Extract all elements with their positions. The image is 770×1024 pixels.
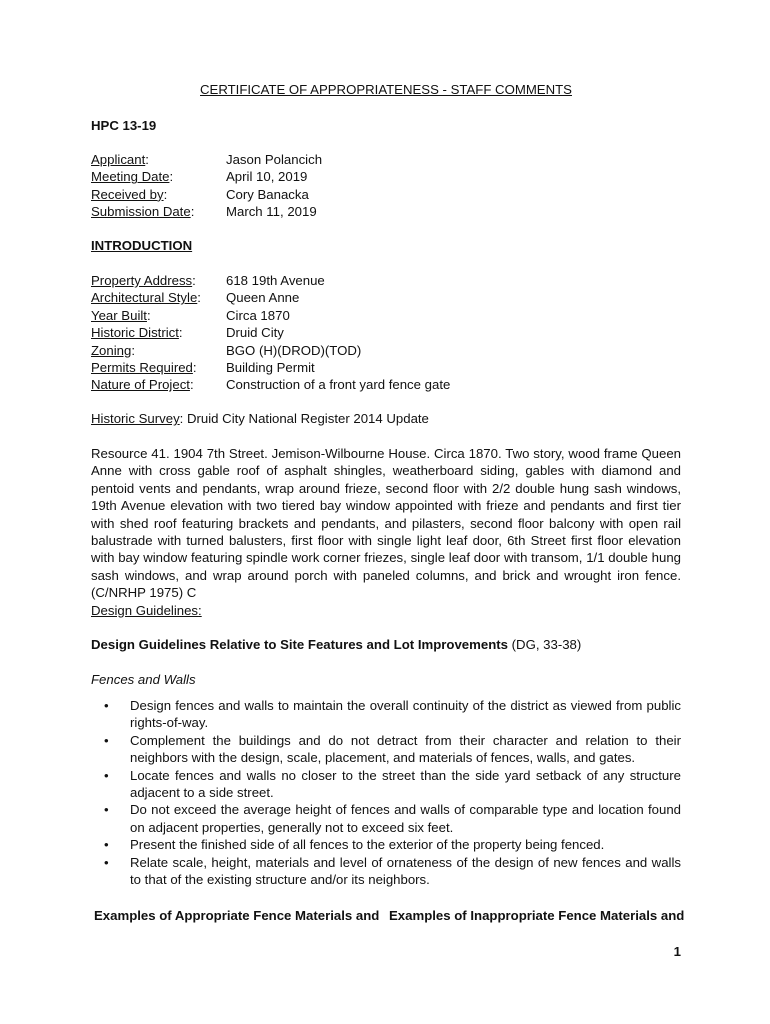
bullet-text: Do not exceed the average height of fences and walls of comparable type and location found on adjacent properties, generally not to exceed six feet. <box>130 802 681 835</box>
appropriate-examples-heading: Examples of Appropriate Fence Materials and <box>94 908 380 923</box>
dg-relative-heading <box>91 637 581 652</box>
bullet-icon: • <box>104 802 109 818</box>
bullet-text: Present the finished side of all fences to the exterior of the property being fenced. <box>130 837 605 853</box>
property-label: Year Built <box>91 307 147 323</box>
introduction-heading: INTRODUCTION <box>91 238 193 253</box>
meta-row: Meeting Date: April 10, 2019 <box>91 169 308 185</box>
meta-value: Jason Polancich <box>226 152 323 167</box>
property-row: Permits Required: Building Permit <box>91 359 315 375</box>
property-label: Historic District <box>91 325 179 341</box>
bullet-icon: • <box>104 767 109 783</box>
inappropriate-examples-heading: Examples of Inappropriate Fence Materials and <box>389 908 685 923</box>
bullet-icon: • <box>104 732 109 748</box>
meta-label: Submission Date <box>91 204 191 220</box>
design-guidelines-label: Design Guidelines <box>91 603 199 618</box>
meta-value: March 11, 2019 <box>226 204 317 220</box>
bullet-text: Complement the buildings and do not detract from their character and relation to their neighbors with the design, scale, placement, and materials of fences, walls, and gates. <box>130 732 681 766</box>
list-item <box>91 767 681 802</box>
list-item <box>91 801 681 836</box>
property-value: Building Permit <box>226 359 315 375</box>
property-row: Year Built: Circa 1870 <box>91 307 290 323</box>
property-value: BGO (H)(DROD)(TOD) <box>226 342 362 358</box>
meta-label: Applicant <box>91 152 146 167</box>
property-label: Zoning <box>91 342 132 358</box>
list-item <box>91 732 681 767</box>
meta-row: Submission Date: March 11, 2019 <box>91 204 317 220</box>
design-guidelines-heading: Design Guidelines: <box>91 603 202 618</box>
case-number: HPC 13-19 <box>91 118 157 133</box>
resource-description: Resource 41. 1904 7th Street. Jemison-Wilbourne House. Circa 1870. Two story, wood frame Queen Anne with cross gable roof of asphalt shingles, weatherboard siding, gables with diamond and pentoid vents and pendants, wrap around frieze, second floor with 2/2 double hung sash windows, 19th Avenue elevation with two tiered bay window appointed with frieze and pendants and first tier with shed roof featuring brackets and pendants, and pilasters, second floor balcony with open rail balustrade with turned balusters, first floor with single light leaf door, 6th Street first floor elevation with bay window featuring spindle work corner friezes, single leaf door with transom, 1/1 double hung sash windows, and wrap around porch with paneled columns, and brick and wrought iron fence. (C/NRHP 1975) C <box>91 446 681 601</box>
bullet-icon: • <box>104 837 109 853</box>
list-item <box>91 836 681 853</box>
list-item <box>91 697 681 732</box>
bullet-text: Locate fences and walls no closer to the street than the side yard setback of any structure adjacent to a side street. <box>130 767 681 801</box>
bullet-icon: • <box>104 698 109 713</box>
survey-label: Historic Survey <box>91 411 180 426</box>
meta-value: April 10, 2019 <box>226 169 308 185</box>
property-value: Circa 1870 <box>226 307 290 323</box>
property-table <box>91 272 681 394</box>
property-value: Queen Anne <box>226 290 300 306</box>
bullet-text: Design fences and walls to maintain the overall continuity of the district as viewed from public rights-of-way. <box>130 698 681 731</box>
property-row: Architectural Style: Queen Anne <box>91 290 300 306</box>
historic-survey: Historic Survey: Druid City National Register 2014 Update <box>91 411 429 426</box>
property-label: Property Address <box>91 273 193 288</box>
property-row: Nature of Project: Construction of a front yard fence gate <box>91 377 451 393</box>
bullet-text: Relate scale, height, materials and level of ornateness of the design of new fences and walls to that of the existing structure and/or its neighbors. <box>130 854 681 888</box>
property-row: Zoning: BGO (H)(DROD)(TOD) <box>91 342 362 358</box>
bullet-icon: • <box>104 854 109 870</box>
property-row: Historic District: Druid City <box>91 325 284 341</box>
property-value: Construction of a front yard fence gate <box>226 377 451 393</box>
survey-value: Druid City National Register 2014 Update <box>187 411 429 426</box>
property-value: Druid City <box>226 325 284 341</box>
meta-value: Cory Banacka <box>226 186 309 202</box>
property-row: Property Address: 618 19th Avenue <box>91 273 325 288</box>
guideline-list <box>91 697 681 888</box>
meta-table <box>91 151 681 221</box>
meta-label: Received by <box>91 186 164 202</box>
page-number: 1 <box>673 944 681 959</box>
fences-walls-heading: Fences and Walls <box>91 672 196 687</box>
property-label: Permits Required <box>91 359 193 375</box>
dg-relative-ref: (DG, 33-38) <box>511 637 582 652</box>
property-label: Architectural Style <box>91 290 198 306</box>
meta-row: Applicant: Jason Polancich <box>91 152 323 167</box>
dg-relative-bold: Design Guidelines Relative to Site Features and Lot Improvements <box>91 637 508 652</box>
meta-label: Meeting Date <box>91 169 170 185</box>
document-title: CERTIFICATE OF APPROPRIATENESS - STAFF COMMENTS <box>200 82 572 97</box>
property-value: 618 19th Avenue <box>226 273 325 288</box>
property-label: Nature of Project <box>91 377 190 393</box>
meta-row: Received by: Cory Banacka <box>91 186 309 202</box>
list-item <box>91 854 681 889</box>
